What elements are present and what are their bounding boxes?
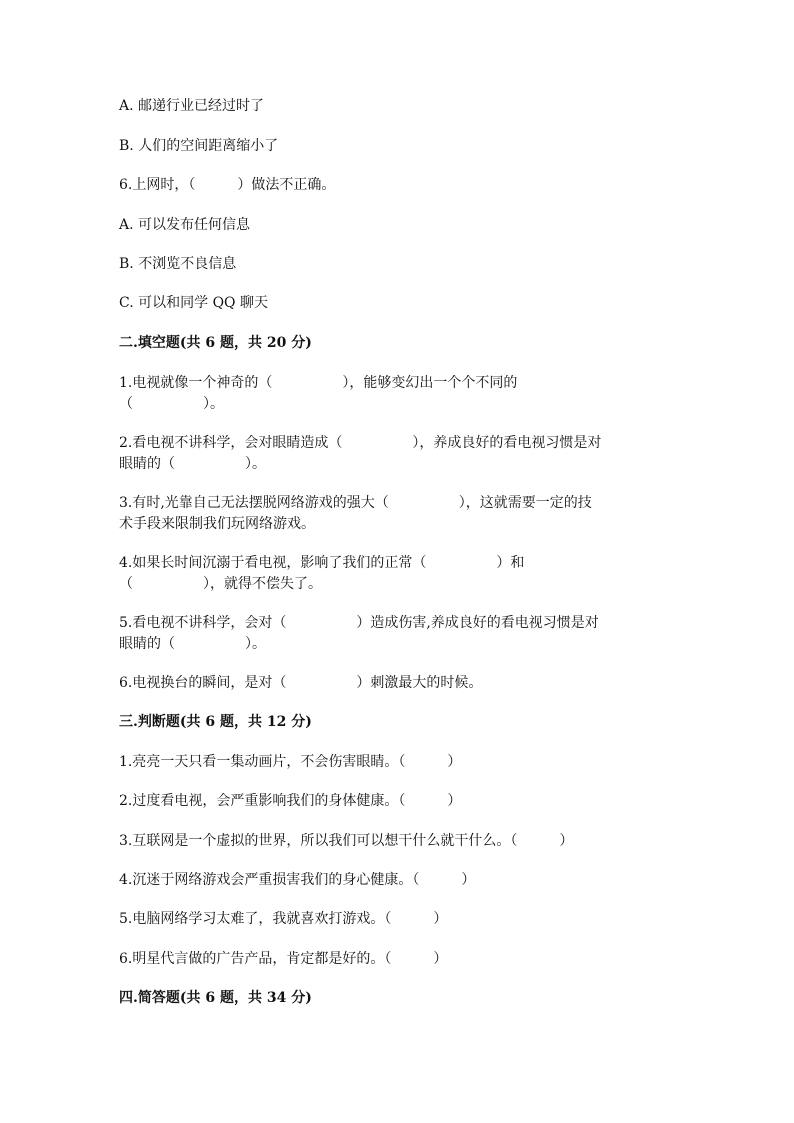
fill-question-1-line-2: （ ）。 bbox=[119, 396, 224, 412]
fill-question-6: 6.电视换台的瞬间，是对（ ）刺激最大的时候。 bbox=[119, 675, 483, 691]
judge-question-6: 6.明星代言做的广告产品，肯定都是好的。（ ） bbox=[119, 951, 448, 967]
fill-question-1-line-1: 1.电视就像一个神奇的（ ），能够变幻出一个个不同的 bbox=[119, 375, 518, 391]
fill-question-4-line-2: （ ），就得不偿失了。 bbox=[119, 576, 322, 592]
option-c: C. 可以和同学 QQ 聊天 bbox=[119, 295, 268, 311]
option-b: B. 不浏览不良信息 bbox=[119, 256, 237, 272]
section-heading-short-answer: 四.简答题(共 6 题，共 34 分) bbox=[119, 990, 312, 1006]
fill-question-3-line-2: 术手段来限制我们玩网络游戏。 bbox=[119, 516, 315, 532]
question-6-stem: 6.上网时，（ ）做法不正确。 bbox=[119, 177, 336, 193]
judge-question-5: 5.电脑网络学习太难了，我就喜欢打游戏。（ ） bbox=[119, 911, 448, 927]
section-heading-fill-blank: 二.填空题(共 6 题，共 20 分) bbox=[119, 335, 312, 351]
option-a: A. 可以发布任何信息 bbox=[119, 217, 251, 233]
judge-question-4: 4.沉迷于网络游戏会严重损害我们的身心健康。（ ） bbox=[119, 872, 476, 888]
fill-question-2-line-1: 2.看电视不讲科学，会对眼睛造成（ ），养成良好的看电视习惯是对 bbox=[119, 435, 602, 451]
judge-question-1: 1.亮亮一天只看一集动画片，不会伤害眼睛。（ ） bbox=[119, 754, 462, 770]
fill-question-5-line-1: 5.看电视不讲科学，会对（ ）造成伤害,养成良好的看电视习惯是对 bbox=[119, 615, 599, 631]
fill-question-4-line-1: 4.如果长时间沉溺于看电视，影响了我们的正常（ ）和 bbox=[119, 555, 525, 571]
fill-question-3-line-1: 3.有时,光靠自己无法摆脱网络游戏的强大（ ），这就需要一定的技 bbox=[119, 495, 592, 511]
option-b: B. 人们的空间距离缩小了 bbox=[119, 138, 279, 154]
fill-question-2-line-2: 眼睛的（ ）。 bbox=[119, 456, 266, 472]
judge-question-3: 3.互联网是一个虚拟的世界，所以我们可以想干什么就干什么。（ ） bbox=[119, 833, 574, 849]
section-heading-true-false: 三.判断题(共 6 题，共 12 分) bbox=[119, 714, 312, 730]
option-a: A. 邮递行业已经过时了 bbox=[119, 98, 265, 114]
judge-question-2: 2.过度看电视，会严重影响我们的身体健康。（ ） bbox=[119, 793, 462, 809]
fill-question-5-line-2: 眼睛的（ ）。 bbox=[119, 636, 266, 652]
